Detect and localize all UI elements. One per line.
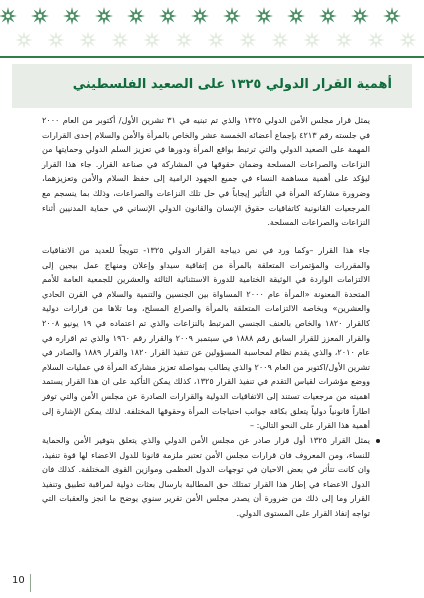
body-paragraph: جاء هذا القرار –وكما ورد في نص ديباجة القرار الدولي ١٣٢٥- تتويجاً للعديد من الاتفاقيات والمقررات والمؤتمرات المتعلقة بالمرأة من إتفاقية سيداو وإعلان ومنهاج عمل بيجين إلى الالتزامات الواردة في الوثيقة الختامية للدورة الاستثنائية الثالثة والعشرين للجمعية العامة للأمم المتحدة المعنونة «المرأة عام ٢٠٠٠ المساواة بين الجنسين والتنمية والسلام في القرن الحادي والعشرين» وبخاصة الالتزامات المتعلقة بالمرأة والصراع المسلح، وما تلاها من قرارات دولية كالقرار ١٨٢٠ والخاص بالعنف الجنسي المرتبط بالنزاعات والذي تم اعتماده في ١٩ يونيو ٢٠٠٨ والقرار المعزز للقرار السابق رقم ١٨٨٨ في سبتمبر ٢٠٠٩ والقرار رقم ١٩٦٠ والذي تم اقراره في عام ٢٠١٠، والذي يقدم نظام لمحاسبة المسؤولين عن تنفيذ القرار ١٨٢٠ والقرار ١٨٨٩ والصادر في تشرين الأول/اكتوبر من العام ٢٠٠٩ والذي يطالب بمواصلة تعزيز مشاركة المرأة في عمليات السلام ووضع مؤشرات لقياس التقدم في تنفيذ القرار ١٣٢٥، كذلك يمكن التأكيد على ان هذا القرار يستمد اهميته من مرجعيات تستند إلى الاتفاقيات الدولية والقرارات الصادرة عن مجلس الأمن والتي توفر اطاراً قانونياً دولياً يتعلق بكافة جوانب احتياجات المرأة وحقوقها المختلفة. لذلك يمكن الإشارة إلى أهمية هذا القرار على النحو التالي: –: [42, 245, 371, 431]
footer-divider: [30, 574, 31, 592]
body-paragraph: يمثل قرار مجلس الأمن الدولي ١٣٢٥ والذي تم تبنيه في ٣١ تشرين الأول/ أكتوبر من العام ٢٠٠٠ في جلسته رقم ٤٢١٣ بإجماع أعضائه الخمسة عشر والخاص بالمرأة والأمن والسلام إحدى القرارات المهمة على الصعيد الدولي والتي ترتبط بواقع المرأة ودورها في تعزيز السلم الدولي وحمايتها من النزاعات والصراعات المسلحة وضمان حقوقها في المشاركة في صناعة القرار. جاء هذا القرار ليؤكد على أهمية مساهمة النساء في جميع الجهود الرامية إلى حفظ السلام والأمن وتعزيزهما، وضرورة مشاركة المرأة في التأثير إيجاباً في حل تلك النزاعات والصراعات، وذلك بما ينسجم مع المرجعيات القانونية كاتفاقيات حقوق الإنسان والقانون الدولي الإنساني في حماية المدنيين أثناء النزاعات والصراعات المسلحة.: [42, 115, 371, 228]
decorative-header-pattern: [0, 0, 424, 62]
bullet-icon: [376, 439, 380, 443]
bullet-text: يمثل القرار ١٣٢٥ أول قرار صادر عن مجلس الأمن الدولي والذي يتعلق بتوفير الأمن والحماية للنساء، ومن المعروف فان قرارات مجلس الأمن تعتبر ملزمة قانونا للدول الاعضاء لها قوة تنفيذ، وان كانت تتأثر في بعض الاحيان في توجهات الدول العظمى وموازين القوى المختلفة. كذلك فان الدول الاعضاء في إطار هذا القرار تمتلك حق المطالبة بارسال بعثات دولية لمراقبة تطبيق وتنفيذ القرار وما إلى ذلك من ضرورة أن يصدر مجلس الأمن تقرير سنوي يوضح ما انجز والعقبات التي تواجه إنفاذ القرار على المستوى الدولي.: [42, 435, 370, 518]
section-title: أهمية القرار الدولي ١٣٢٥ على الصعيد الفلسطيني: [72, 77, 392, 92]
page-number: 10: [12, 575, 25, 586]
pattern-ornament-icon: [0, 0, 424, 62]
list-item: [42, 433, 370, 521]
